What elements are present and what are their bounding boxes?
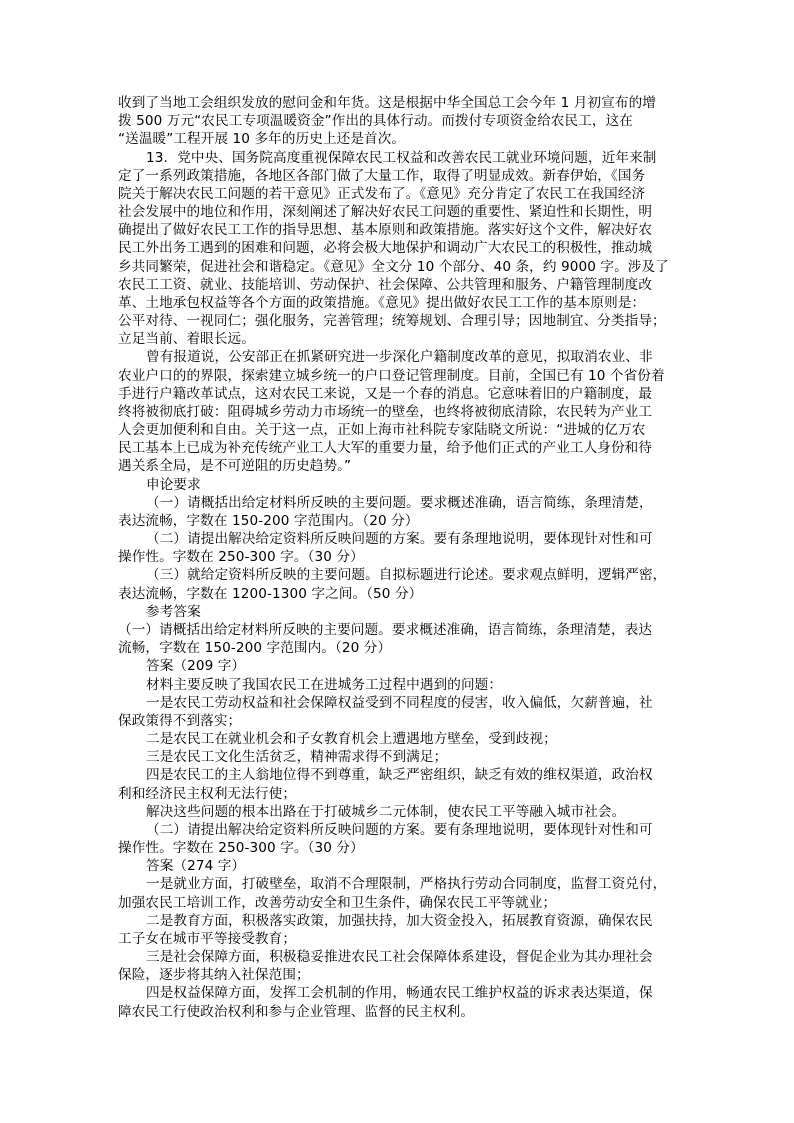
text-line: 参考答案 (146, 603, 201, 620)
text-line: 答案（209 字） (146, 658, 246, 675)
text-line: 立足当前、着眼长远。 (118, 331, 255, 348)
text-line: （二）请提出解决给定资料所反映问题的方案。要有条理地说明，要体现针对性和可 (146, 821, 653, 838)
text-line: 社会发展中的地位和作用，深刻阐述了解决好农民工问题的重要性、紧迫性和长期性，明 (118, 204, 653, 221)
text-line: 民工基本上已成为补充传统产业工人大军的重要力量，给予他们正式的产业工人身份和待 (118, 440, 653, 457)
text-line: 利和经济民主权利无法行使； (118, 785, 297, 802)
text-line: 障农民工行使政治权利和参与企业管理、监督的民主权利。 (118, 1003, 475, 1020)
text-line: 表达流畅，字数在 1200-1300 字之间。（50 分） (118, 585, 423, 602)
text-line: 乡共同繁荣，促进社会和谐稳定。《意见》全文分 10 个部分、40 条，约 9000 字。涉及了 (118, 258, 669, 275)
text-line: 四是权益保障方面，发挥工会机制的作用，畅通农民工维护权益的诉求表达渠道，保 (146, 985, 653, 1002)
text-line: 保政策得不到落实； (118, 712, 242, 729)
text-line: 二是农民工在就业机会和子女教育机会上遭遇地方壁垒，受到歧视； (146, 731, 557, 748)
text-line: 二是教育方面，积极落实政策，加强扶持，加大资金投入，拓展教育资源，确保农民 (146, 912, 653, 929)
text-line: 流畅，字数在 150-200 字范围内。（20 分） (118, 640, 392, 657)
text-line: 农业户口的的界限，探索建立城乡统一的户口登记管理制度。目前，全国已有 10 个省份着 (118, 367, 665, 384)
text-line: 定了一系列政策措施，各地区各部门做了大量工作，取得了明显成效。新春伊始，《国务 (118, 167, 646, 184)
text-line: （一）请概括出给定材料所反映的主要问题。要求概述准确，语言简练，条理清楚， (146, 494, 653, 511)
text-line: 13．党中央、国务院高度重视保障农民工权益和改善农民工就业环境问题，近年来制 (146, 149, 657, 166)
text-line: 曾有报道说，公安部正在抓紧研究进一步深化户籍制度改革的意见，拟取消农业、非 (146, 349, 653, 366)
document-page (118, 94, 688, 1021)
text-line: 工子女在城市平等接受教育； (118, 930, 297, 947)
text-line: （一）请概括出给定材料所反映的主要问题。要求概述准确，语言简练，条理清楚，表达 (118, 621, 653, 638)
text-line: （三）就给定资料所反映的主要问题。自拟标题进行论述。要求观点鲜明，逻辑严密， (146, 567, 667, 584)
text-line: 材料主要反映了我国农民工在进城务工过程中遇到的问题： (146, 676, 503, 693)
text-line: 解决这些问题的根本出路在于打破城乡二元体制，使农民工平等融入城市社会。 (146, 803, 626, 820)
text-line: 一是就业方面，打破壁垒，取消不合理限制，严格执行劳动合同制度，监督工资兑付， (146, 876, 667, 893)
text-line: 确提出了做好农民工工作的指导思想、基本原则和政策措施。落实好这个文件，解决好农 (118, 222, 653, 239)
text-line: 保险，逐步将其纳入社保范围； (118, 967, 310, 984)
text-line: 表达流畅，字数在 150-200 字范围内。（20 分） (118, 512, 419, 529)
text-line: 加强农民工培训工作，改善劳动安全和卫生条件，确保农民工平等就业； (118, 894, 557, 911)
text-line: 四是农民工的主人翁地位得不到尊重，缺乏严密组织，缺乏有效的维权渠道，政治权 (146, 767, 653, 784)
text-line: 终将被彻底打破：阻碍城乡劳动力市场统一的壁垒，也终将被彻底清除，农民转为产业工 (118, 403, 653, 420)
text-line: 答案（274 字） (146, 858, 246, 875)
text-line: 手进行户籍改革试点，这对农民工来说，又是一个春的消息。它意味着旧的户籍制度，最 (118, 385, 653, 402)
text-line: 收到了当地工会组织发放的慰问金和年货。这是根据中华全国总工会今年 1 月初宣布的增 (118, 95, 656, 111)
text-line: 三是农民工文化生活贫乏，精神需求得不到满足； (146, 749, 448, 766)
text-line: 一是农民工劳动权益和社会保障权益受到不同程度的侵害，收入偏低，欠薪普遍，社 (146, 694, 653, 711)
text-line: 三是社会保障方面，积极稳妥推进农民工社会保障体系建设，督促企业为其办理社会 (146, 949, 653, 966)
text-line: 遇关系全局，是不可逆阻的历史趋势。” (118, 458, 352, 475)
text-line: “送温暖”工程开展 10 多年的历史上还是首次。 (118, 131, 406, 148)
text-line: 人会更加便利和自由。关于这一点，正如上海市社科院专家陆晓文所说：“进城的亿万农 (118, 422, 646, 439)
text-line: 农民工工资、就业、技能培训、劳动保护、社会保障、公共管理和服务、户籍管理制度改 (118, 276, 653, 293)
text-line: 操作性。字数在 250-300 字。（30 分） (118, 840, 364, 857)
text-line: 拨 500 万元“农民工专项温暖资金”作出的具体行动。而拨付专项资金给农民工，这在 (118, 113, 633, 130)
text-line: 民工外出务工遇到的困难和问题，必将会极大地保护和调动广大农民工的积极性，推动城 (118, 240, 653, 257)
text-line: 申论要求 (146, 476, 201, 493)
text-line: 院关于解决农民工问题的若干意见》正式发布了。《意见》充分肯定了农民工在我国经济 (118, 185, 646, 202)
text-line: 公平对待、一视同仁；强化服务，完善管理；统筹规划、合理引导；因地制宜、分类指导； (118, 313, 666, 330)
text-line: 操作性。字数在 250-300 字。（30 分） (118, 549, 364, 566)
text-line: （二）请提出解决给定资料所反映问题的方案。要有条理地说明，要体现针对性和可 (146, 531, 653, 548)
text-line: 革、土地承包权益等各个方面的政策措施。《意见》提出做好农民工工作的基本原则是： (118, 294, 646, 311)
